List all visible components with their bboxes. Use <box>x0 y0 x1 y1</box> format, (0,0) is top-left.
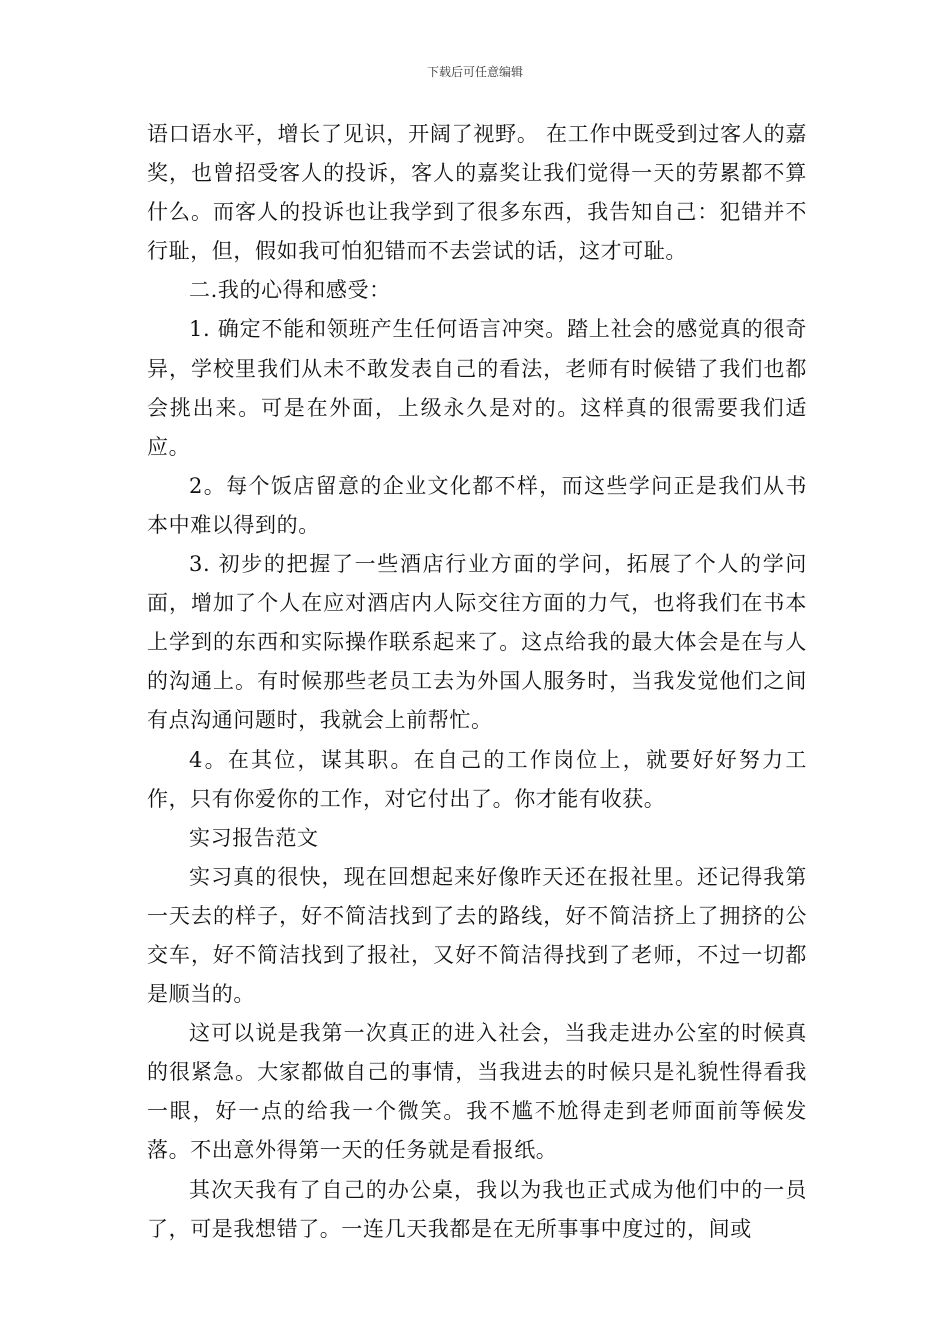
list-item-1: 1. 确定不能和领班产生任何语言冲突。踏上社会的感觉真的很奇异，学校里我们从未不敢发表自己的看法，老师有时候错了我们也都会挑出来。可是在外面，上级永久是对的。这样真的很需要我们适应。 <box>147 317 807 459</box>
paragraph-1: 语口语水平，增长了见识，开阔了视野。 在工作中既受到过客人的嘉奖，也曾招受客人的投诉，客人的嘉奖让我们觉得一天的劳累都不算什么。而客人的投诉也让我学到了很多东西，我告知自己：犯错并不行耻，但，假如我可怕犯错而不去尝试的话，这才可耻。 <box>147 122 807 264</box>
paragraph-report-1: 实习真的很快，现在回想起来好像昨天还在报社里。还记得我第一天去的样子，好不简洁找到了去的路线，好不简洁挤上了拥挤的公交车，好不简洁找到了报社，又好不简洁得找到了老师，不过一切都是顺当的。 <box>147 864 807 1007</box>
list-item-2: 2。每个饭店留意的企业文化都不样，而这些学问正是我们从书本中难以得到的。 <box>147 473 807 537</box>
document-body <box>147 115 807 1249</box>
section-heading-experience: 二.我的心得和感受： <box>189 278 391 303</box>
paragraph-report-2: 这可以说是我第一次真正的进入社会，当我走进办公室的时候真的很紧急。大家都做自己的事情，当我进去的时候只是礼貌性得看我一眼，好一点的给我一个微笑。我不尴不尬得走到老师面前等候发落。不出意外得第一天的任务就是看报纸。 <box>147 1021 807 1163</box>
list-item-4: 4。在其位，谋其职。在自己的工作岗位上，就要好好努力工作，只有你爱你的工作，对它付出了。你才能有收获。 <box>147 747 807 811</box>
section-title-report-sample: 实习报告范文 <box>189 825 319 850</box>
list-item-3: 3. 初步的把握了一些酒店行业方面的学问，拓展了个人的学问面，增加了个人在应对酒店内人际交往方面的力气，也将我们在书本上学到的东西和实际操作联系起来了。这点给我的最大体会是在与人的沟通上。有时候那些老员工去为外国人服务时，当我发觉他们之间有点沟通问题时，我就会上前帮忙。 <box>147 552 807 733</box>
page-header-note: 下载后可任意编辑 <box>426 65 523 79</box>
paragraph-report-3: 其次天我有了自己的办公桌，我以为我也正式成为他们中的一员了，可是我想错了。一连几天我都是在无所事事中度过的，间或 <box>147 1177 807 1241</box>
